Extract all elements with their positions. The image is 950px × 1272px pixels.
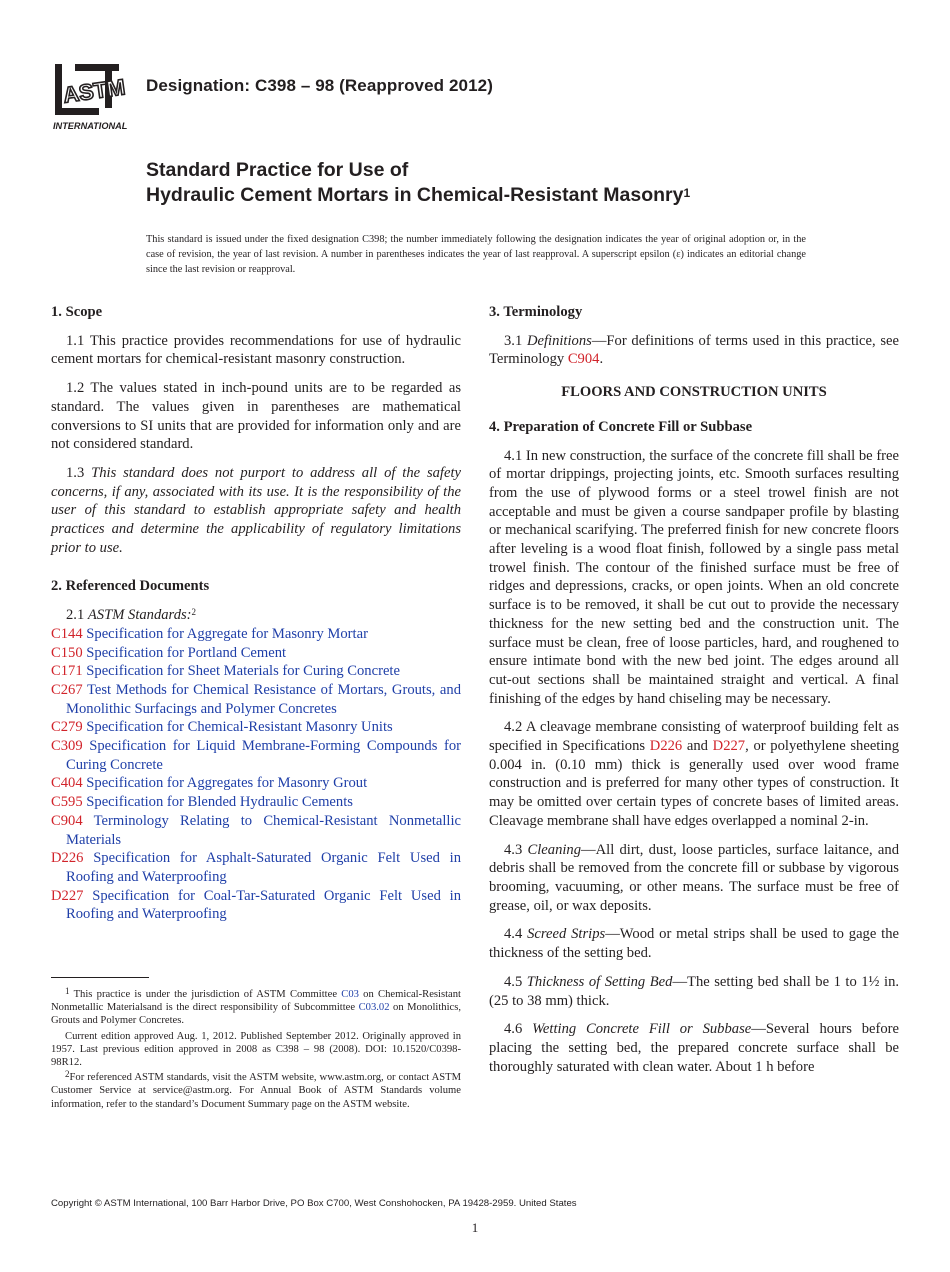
referenced-documents-heading: 2. Referenced Documents	[51, 578, 210, 595]
svg-text:ASTM: ASTM	[61, 74, 127, 108]
standard-code-link[interactable]: C279	[51, 719, 83, 736]
preparation-paragraph: 4.1 In new construction, the surface of the concrete fill shall be free of mortar drippings, projecting joints, etc. Smooth surfaces resulting from the use of plywood forms or a steel trowel finish are not acceptable and must be given a course sandpaper profile by blasting or mechanical scarifying. The preferred finish for new concrete floors after leveling is a wood float finish, followed by a single pass metal trowel finish. The contour of the finished surface must be free of ridges and depressions, cracks, or open joints. When an old concrete surface is to be removed, it shall be cut out to provide the necessary thickness for the new setting bed and the construction unit. The surface must be clean, free of loose particles, hard, and roughened to ensure intimate bond with the new bed joint. The edges around all cut-out sections shall be maintained straight and vertical. A final finishing of the edges by hand chiseling may be necessary.	[489, 447, 899, 707]
title-line-2: Hydraulic Cement Mortars in Chemical-Resistant Masonry$^1$	[146, 184, 691, 206]
preparation-paragraph: 4.5 Thickness of Setting Bed—The setting bed shall be 1 to 1½ in. (25 to 38 mm) thick.	[489, 973, 900, 1009]
referenced-standard-item	[51, 737, 461, 774]
referenced-standard-item	[51, 718, 461, 737]
referenced-standard-item	[51, 625, 461, 644]
referenced-standard-item	[51, 887, 461, 924]
standard-code-link[interactable]: C904	[51, 812, 83, 829]
designation: Designation: C398 – 98 (Reapproved 2012)	[146, 76, 493, 95]
astm-logo-mark	[53, 62, 135, 132]
logo-international-text: INTERNATIONAL	[53, 121, 128, 131]
standard-title-link[interactable]: Specification for Sheet Materials for Curing Concrete	[86, 663, 400, 680]
terminology-heading: 3. Terminology	[489, 304, 583, 320]
standard-title-link[interactable]: Test Methods for Chemical Resistance of Mortars, Grouts, and Monolithic Surfacings and Polymer Concretes	[66, 681, 461, 717]
standard-title-link[interactable]: Specification for Liquid Membrane-Forming Compounds for Curing Concrete	[66, 738, 461, 773]
standard-code-link[interactable]: D226	[51, 850, 84, 867]
subcommittee-link[interactable]: C03.02	[358, 1002, 390, 1014]
footnote-edition: Current edition approved Aug. 1, 2012. Published September 2012. Originally approved in 1957. Last previous edition approved in 2008 as C398 – 98 (2008). DOI: 10.1520/C0398-98R12.	[51, 1030, 461, 1069]
standard-code-link[interactable]: C595	[51, 794, 83, 811]
standard-code-link[interactable]: D227	[51, 887, 84, 904]
left-column	[51, 303, 461, 924]
standard-title-link[interactable]: Specification for Portland Cement	[86, 644, 287, 661]
standard-code-link[interactable]: C144	[51, 625, 83, 642]
right-column	[489, 303, 899, 1086]
preparation-paragraph: 4.2 A cleavage membrane consisting of waterproof building felt as specified in Specifications D226 and D227, or polyethylene sheeting 0.004 in. (0.10 mm) thick is generally used over wood frame construction and is preferred for many other types of construction. It may be omitted over certain types of concrete bases of limited areas. Cleavage membrane shall have edges overlapped a nominal 2-in.	[489, 719, 899, 829]
referenced-standard-item	[51, 812, 461, 849]
standard-code-link[interactable]: C309	[51, 738, 83, 755]
standard-code-link[interactable]: C404	[51, 775, 83, 792]
footnote-divider	[51, 977, 149, 978]
title-footnote-ref[interactable]: 1	[683, 186, 691, 200]
title-line-1: Standard Practice for Use of	[146, 159, 409, 181]
scope-paragraph: 1.2 The values stated in inch-pound units are to be regarded as standard. The values given in parentheses are mathematical conversions to SI units that are provided for information only and are not considered standard.	[51, 380, 461, 453]
footnotes	[51, 988, 461, 1113]
terminology-paragraph: 3.1 Definitions—For definitions of terms used in this practice, see Terminology C904.	[489, 332, 900, 368]
referenced-standard-item	[51, 774, 461, 793]
preparation-paragraph: 4.3 Cleaning—All dirt, dust, loose particles, surface laitance, and debris shall be removed from the concrete fill or subbase by vigorous brooming, vacuuming, or other means. The surface must be free of grease, oil, or wax deposits.	[489, 841, 900, 914]
standard-title-link[interactable]: Specification for Aggregate for Masonry Mortar	[86, 625, 368, 642]
standard-link-d227[interactable]: D227	[712, 738, 746, 755]
document-title	[146, 158, 690, 208]
referenced-standard-item	[51, 849, 461, 886]
footnote-1: $^1$ This practice is under the jurisdiction of ASTM Committee C03 on Chemical-Resistant Nonmetallic Materialsand is the direct responsibility of Subcommittee C03.02 on Monolithics, Grouts and Polymer Concretes.	[51, 986, 461, 1027]
page-number: 1	[471, 1220, 479, 1235]
referenced-standard-item	[51, 793, 461, 812]
scope-paragraph: 1.1 This practice provides recommendations for use of hydraulic cement mortars for chemical-resistant masonry construction.	[51, 332, 461, 368]
committee-link[interactable]: C03	[341, 989, 359, 1000]
referenced-standards-list	[51, 625, 461, 924]
preparation-heading: 4. Preparation of Concrete Fill or Subbase	[489, 418, 753, 435]
standard-code-link[interactable]: C150	[51, 644, 83, 661]
referenced-standard-item	[51, 662, 461, 681]
copyright-notice: Copyright © ASTM International, 100 Barr Harbor Drive, PO Box C700, West Conshohocken, PA 19428-2959. United States	[51, 1198, 577, 1209]
standard-title-link[interactable]: Specification for Asphalt-Saturated Organic Felt Used in Roofing and Waterproofing	[66, 850, 461, 885]
scope-heading: 1. Scope	[51, 304, 103, 320]
standard-title-link[interactable]: Specification for Blended Hydraulic Cements	[86, 794, 353, 811]
standard-title-link[interactable]: Specification for Coal-Tar-Saturated Organic Felt Used in Roofing and Waterproofing	[66, 887, 461, 923]
standard-code-link[interactable]: C171	[51, 663, 83, 680]
preparation-paragraph: 4.4 Screed Strips—Wood or metal strips shall be used to gage the thickness of the setting bed.	[489, 926, 900, 962]
standard-title-link[interactable]: Specification for Aggregates for Masonry Grout	[86, 775, 368, 792]
footnote-ref[interactable]: 2	[191, 607, 197, 618]
scope-paragraph: 1.3 This standard does not purport to address all of the safety concerns, if any, associated with its use. It is the responsibility of the user of this standard to establish appropriate safety and health practices and determine the applicability of regulatory limitations prior to use.	[51, 464, 461, 556]
referenced-standard-item	[51, 644, 461, 663]
standard-notice: This standard is issued under the fixed designation C398; the number immediately following the designation indicates the year of original adoption or, in the case of revision, the year of last revision. A number in parentheses indicates the year of last reapproval. A superscript epsilon (ε) indicates an editorial change since the last revision or reapproval.	[146, 234, 806, 275]
footnote-2: $^2$For referenced ASTM standards, visit the ASTM website, www.astm.org, or contact ASTM Customer Service at service@astm.org. For Annual Book of ASTM Standards volume information, refer to the standard’s Document Summary page on the ASTM website.	[51, 1069, 461, 1110]
standard-code-link[interactable]: C267	[51, 681, 83, 698]
standard-title-link[interactable]: Terminology Relating to Chemical-Resistant Nonmetallic Materials	[66, 812, 461, 848]
astm-standards-intro: 2.1 ASTM Standards:$^2$	[66, 607, 197, 624]
standard-title-link[interactable]: Specification for Chemical-Resistant Masonry Units	[86, 719, 393, 736]
section-subheading: FLOORS AND CONSTRUCTION UNITS	[561, 384, 827, 401]
standard-link-d226[interactable]: D226	[649, 738, 683, 755]
referenced-standard-item	[51, 681, 461, 718]
preparation-paragraph: 4.6 Wetting Concrete Fill or Subbase—Several hours before placing the setting bed, the prepared concrete surface shall be thoroughly saturated with clean water. About 1 h before	[489, 1021, 899, 1075]
standard-link-c904[interactable]: C904	[567, 351, 600, 368]
astm-logo	[53, 62, 135, 132]
